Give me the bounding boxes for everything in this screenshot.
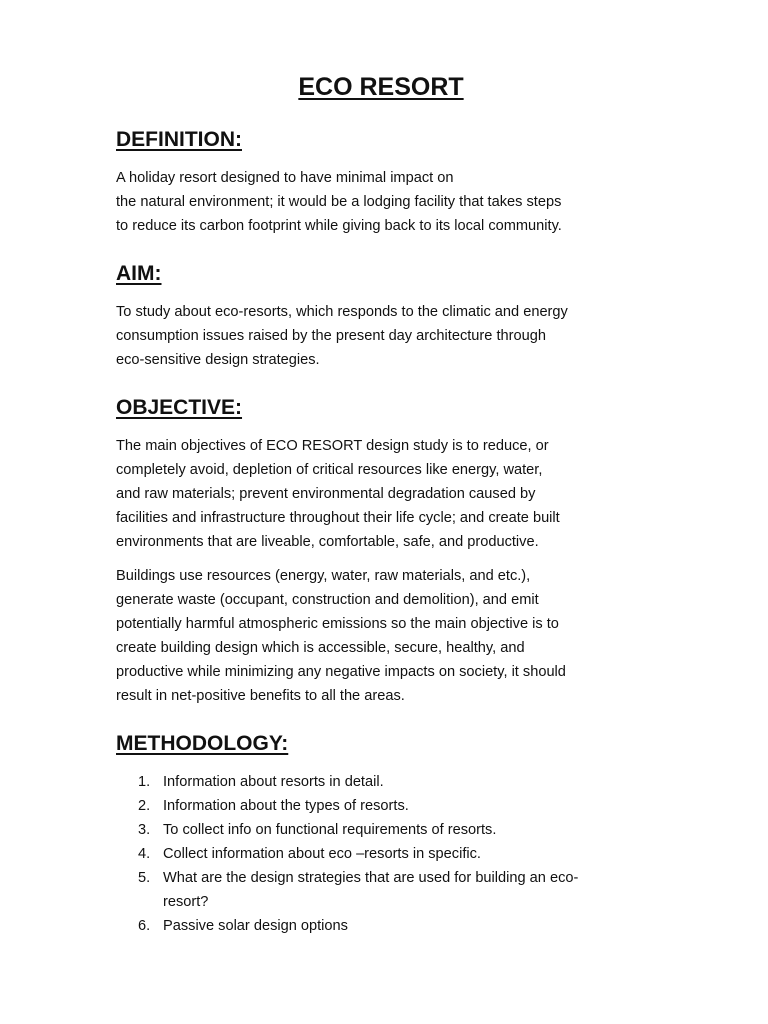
list-item-text: Collect information about eco –resorts in specific. bbox=[163, 846, 481, 862]
text-line: Buildings use resources (energy, water, raw materials, and etc.), bbox=[116, 568, 531, 584]
list-item bbox=[116, 794, 646, 818]
objective-paragraph-2 bbox=[116, 564, 646, 708]
text-line: facilities and infrastructure throughout their life cycle; and create built bbox=[116, 510, 560, 526]
list-item bbox=[116, 770, 646, 794]
aim-heading: AIM: bbox=[116, 262, 162, 285]
text-line: the natural environment; it would be a lodging facility that takes steps bbox=[116, 194, 562, 210]
document-title: ECO RESORT bbox=[298, 73, 464, 101]
text-line: eco-sensitive design strategies. bbox=[116, 352, 320, 368]
text-line: A holiday resort designed to have minimal impact on bbox=[116, 170, 454, 186]
text-line: result in net-positive benefits to all the areas. bbox=[116, 688, 405, 704]
objective-heading: OBJECTIVE: bbox=[116, 396, 243, 419]
objective-paragraph-1 bbox=[116, 434, 646, 554]
text-line: to reduce its carbon footprint while giving back to its local community. bbox=[116, 218, 562, 234]
list-number: 4. bbox=[138, 846, 151, 862]
text-line: completely avoid, depletion of critical resources like energy, water, bbox=[116, 462, 543, 478]
list-item bbox=[116, 842, 646, 866]
text-line: environments that are liveable, comfortable, safe, and productive. bbox=[116, 534, 539, 550]
list-item-text: resort? bbox=[163, 894, 209, 910]
list-item-text: What are the design strategies that are used for building an eco- bbox=[163, 870, 579, 886]
text-line: consumption issues raised by the present day architecture through bbox=[116, 328, 546, 344]
list-item-text: To collect info on functional requirements of resorts. bbox=[163, 822, 497, 838]
list-number: 2. bbox=[138, 798, 151, 814]
list-item bbox=[116, 866, 646, 914]
list-number: 3. bbox=[138, 822, 151, 838]
text-line: potentially harmful atmospheric emissions so the main objective is to bbox=[116, 616, 559, 632]
text-line: and raw materials; prevent environmental degradation caused by bbox=[116, 486, 536, 502]
text-line: The main objectives of ECO RESORT design study is to reduce, or bbox=[116, 438, 549, 454]
list-number: 5. bbox=[138, 870, 151, 886]
definition-heading: DEFINITION: bbox=[116, 128, 242, 151]
text-line: productive while minimizing any negative impacts on society, it should bbox=[116, 664, 566, 680]
list-item-text: Passive solar design options bbox=[163, 918, 348, 934]
methodology-list bbox=[116, 770, 646, 938]
text-line: create building design which is accessible, secure, healthy, and bbox=[116, 640, 525, 656]
text-line: generate waste (occupant, construction and demolition), and emit bbox=[116, 592, 539, 608]
list-item bbox=[116, 914, 646, 938]
list-number: 1. bbox=[138, 774, 151, 790]
document-page bbox=[116, 70, 646, 938]
text-line: To study about eco-resorts, which responds to the climatic and energy bbox=[116, 304, 568, 320]
list-item-text: Information about resorts in detail. bbox=[163, 774, 384, 790]
list-item bbox=[116, 818, 646, 842]
list-number: 6. bbox=[138, 918, 151, 934]
aim-paragraph bbox=[116, 300, 646, 372]
list-item-text: Information about the types of resorts. bbox=[163, 798, 409, 814]
definition-paragraph bbox=[116, 166, 646, 238]
methodology-heading: METHODOLOGY: bbox=[116, 732, 289, 755]
